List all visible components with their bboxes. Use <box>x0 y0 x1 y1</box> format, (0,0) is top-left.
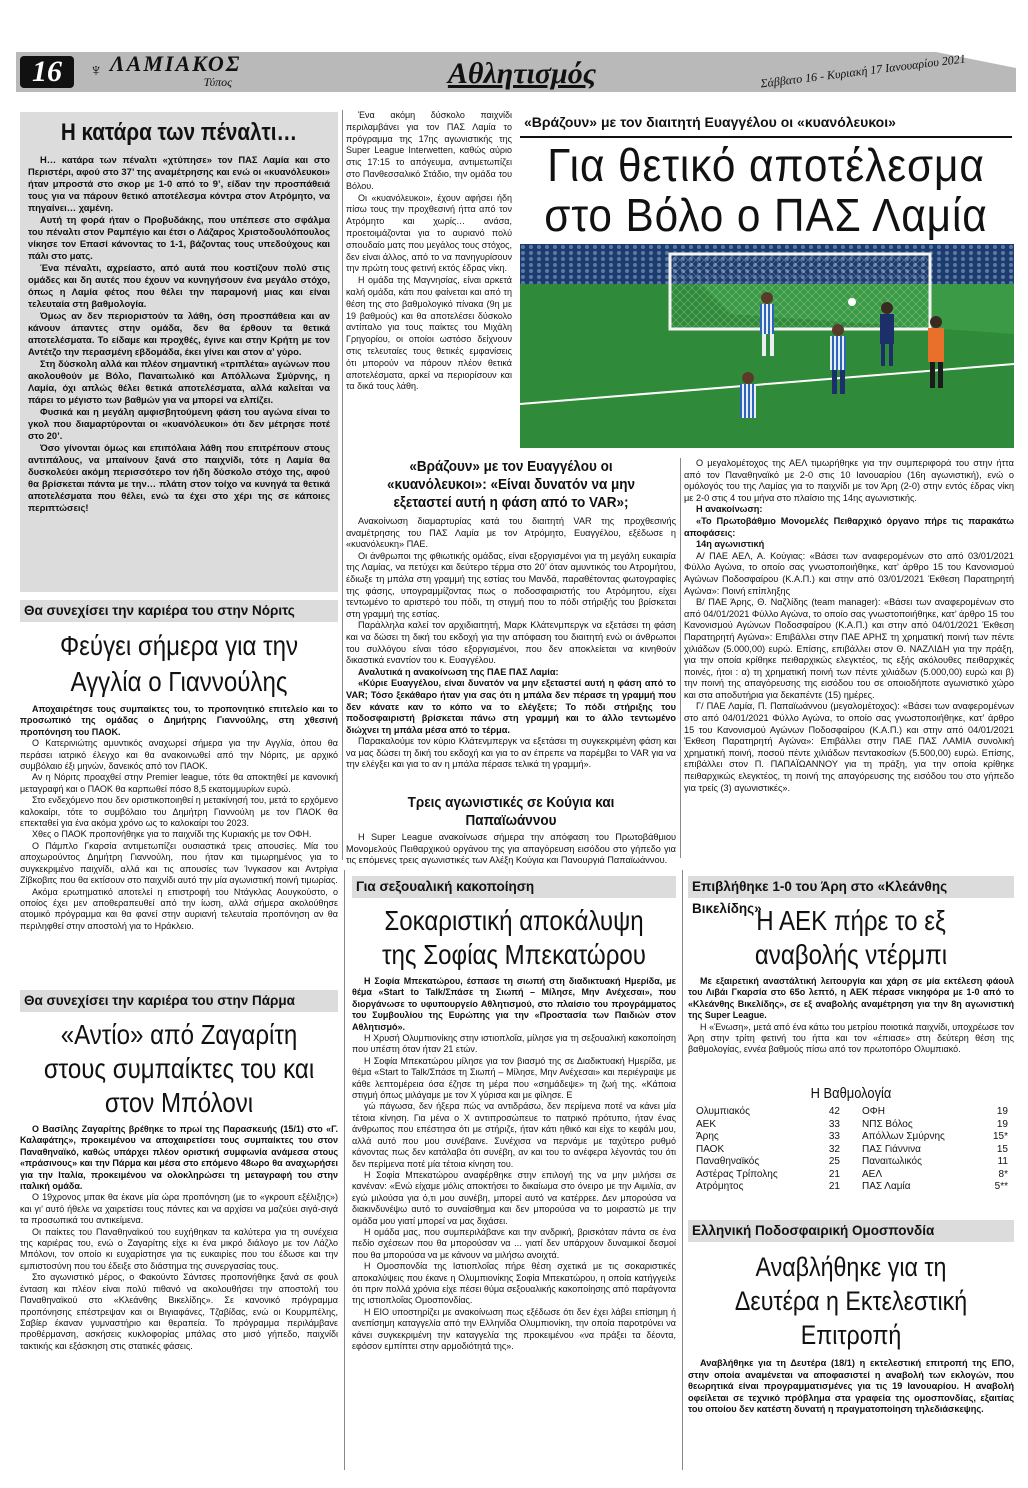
standings-row <box>694 1181 842 1194</box>
paragraph: Η Ομοσπονδία της Ιστιοπλοΐας πήρε θέση σχετικά με τις σοκαριστικές αποκαλύψεις που έκανε η Ολυμπιονίκης Σοφία Μπεκατώρου, η οποία κατήγγειλε ότι πριν πολλά χρόνια είχε πέσει θύμα σεξουαλικής κακοποίησης από παράγοντα της ιστιοπλοΐας Ομοσπονδίας. <box>352 1261 676 1306</box>
column-divider <box>682 870 683 1470</box>
paragraph: 14η αγωνιστική <box>696 539 765 550</box>
paragraph: «Κύριε Ευαγγέλου, είναι δυνατόν να μην εξεταστεί αυτή η φάση από το VAR; Τόσο ξεκάθαρο ήταν για σας ότι η μπάλα δεν πέρασε τη γραμμή που δεν κάνατε καν το κόπο να το ελέγξετε; Το πόδι στήριξης του ποδοσφαιριστή βρίσκεται πάνω στη γραμμή και το άλλο τεντωμένο διώχνει τη μπάλα μέσα από το τέρμα. <box>346 678 676 735</box>
match-photo <box>520 244 1014 448</box>
paragraph: Η Σοφία Μπεκατώρου, έσπασε τη σιωπή στη διαδικτυακή Ημερίδα, με θέμα «Start to Talk/Σπάσε τη Σιωπή – Μίλησε, Μην Ανέχεσαι», που διοργάνωσε το υφυπουργείο Αθλητισμού, στο πλαίσιο του προγράμματος του Συμβουλίου της Ευρώπης για την «Προστασία των Παιδιών στον Αθλητισμό». <box>352 976 676 1032</box>
team-name: ΑΕΚ <box>696 1118 717 1130</box>
paragraph: Στη δύσκολη αλλά και πλέον σημαντική «τριπλέτα» αγώνων που ακολουθούν με Βόλο, Παναιτωλικό και Απόλλωνα Σμύρνης, η Λαμία, όχι απλώς θέλει θετικά αποτελέσματα, αλλά καλείται να πάρει το μέγιστο των βαθμών για να μπορεί να ελπίζει. <box>28 358 330 405</box>
paragraph: Όσο γίνονται όμως και επιπόλαια λάθη που επιτρέπουν στους αντιπάλους, να μπαίνουν ξανά στο παιχνίδι, τότε η Λαμία θα δυσκολεύει ακόμη περισσότερο τον ήδη δύσκολο στόχο της, αφού θα βρίσκεται πάντα με την… πλάτη στον τοίχο να κυνηγά τα θετικά αποτελέσματα που θέλει, ενώ τα έχει στο χέρι της σε κάποιες περιπτώσεις! <box>28 442 330 513</box>
article-penalty-curse <box>20 112 338 592</box>
article-aek <box>688 904 1014 1082</box>
paragraph: «Το Πρωτοβάθμιο Μονομελές Πειθαρχικό όργανο πήρε τις παρακάτω αποφάσεις: <box>684 515 1014 538</box>
team-points: 25 <box>828 1156 840 1167</box>
kicker: Επιβλήθηκε 1-0 του Άρη στο «Κλεάνθης Βικελίδης» <box>692 879 948 916</box>
standings-left <box>694 1106 842 1194</box>
team-points: 5** <box>994 1181 1008 1192</box>
paragraph: Η ομάδα της Μαγνησίας, είναι αρκετά καλή ομάδα, κάτι που φαίνεται και από τη θέση της στο βαθμολογικό πίνακα (9η με 19 βαθμούς) και θα αποτελέσει δύσκολο αντίπαλο για τους παίκτες του Μιχάλη Γρηγορίου, οι οποίοι ωστόσο δείχνουν στις τελευταίες τους θετικές εμφανίσεις ότι μπορούν να πάρουν πλέον θετικά αποτελέσματα, αρκεί να περιορίσουν και τα δικά τους λάθη. <box>346 275 512 392</box>
ball-icon <box>848 298 856 306</box>
article-body <box>688 1358 1014 1416</box>
article-epo <box>688 1250 1014 1470</box>
article-body <box>688 976 1014 1056</box>
paragraph: Αναλυτικά η ανακοίνωση της ΠΑΕ ΠΑΣ Λαμία: <box>358 666 559 677</box>
kicker: Ελληνική Ποδοσφαιρική Ομοσπονδία <box>692 1223 935 1238</box>
paragraph: Αποχαιρέτησε τους συμπαίκτες του, το προπονητικό επιτελείο και το προσωπικό της ομάδας ο Δημήτρης Γιαννούλης, στη χθεσινή προπόνηση του ΠΑΟΚ. <box>20 704 338 737</box>
masthead-title: ΛΑΜΙΑΚΟΣ <box>110 51 242 76</box>
team-name: ΝΠΣ Βόλος <box>862 1118 913 1130</box>
paragraph: Η Χρυσή Ολυμπιονίκης στην ιστιοπλοΐα, μίλησε για τη σεξουαλική κακοποίηση που υπέστη όταν ήταν 21 ετών. <box>352 1033 676 1055</box>
team-name: ΑΕΛ <box>862 1168 883 1180</box>
headline: Σοκαριστική αποκάλυψη της Σοφίας Μπεκατώρου <box>382 905 646 970</box>
paragraph: Οι παίκτες του Παναθηναϊκού του ευχήθηκαν τα καλύτερα για τη συνέχεια της καριέρας του, ενώ ο Ζαγαρίτης είχε κι ένα μικρό διάλογο με τον Λάζλο Μπόλονι, τον οποίο κι ευχαρίστησε για τις ευκαιρίες που του έδωσε και την εμπιστοσύνη που του έδειξε στο διάστημα της συνεργασίας τους. <box>20 1226 338 1271</box>
team-points: 19 <box>996 1118 1008 1130</box>
paragraph: Αυτή τη φορά ήταν ο Προβυδάκης, που υπέπεσε στο σφάλμα του πέναλτι στον Ραμπέγιο και έτσι ο Λάζαρος Χριστοδουλόπουλος νίκησε τον Επασί κάνοντας το 1-1, βάζοντας τους υπεδούχους και πάλι στο ματς. <box>28 214 330 261</box>
paragraph: Η ομάδα μας, που συμπεριλάβανε και την ανδρική, βρισκόταν πάντα σε ένα πεδίο σχέσεων που θα μπορούσαν να ... γιατί δεν υπάρχουν δυναμικοί δεσμοί που θα μπορούσα να με κάνουν να μιλήσω ανοιχτά. <box>352 1226 676 1260</box>
headline: Για θετικό αποτέλεσμα στο Βόλο ο ΠΑΣ Λαμία <box>544 139 988 241</box>
standings-row <box>694 1144 842 1157</box>
standings-row <box>694 1156 842 1169</box>
paragraph: Στο αγωνιστικό μέρος, ο Φακούντο Σάντσες προπονήθηκε ξανά σε φουλ ένταση και πλέον είναι πολύ πιθανό να ακολουθήσει την αποστολή του Παναθηναϊκού στο «Κλεάνθης Βικελίδης». Σε κανονικό πρόγραμμα προπόνησης επέστρεψαν και οι Βιγιαφάνες, Τζαβίδας, ενώ οι Κουρμπέλης, Σαβίερ έκαναν γυμναστήριο και θεραπεία. Το πρόγραμμα περιλάμβανε προθέρμανση, ασκήσεις κυκλοφορίας μπάλας στο μισό γήπεδο, παιχνίδι τακτικής και εξάσκηση στις στατικές φάσεις. <box>20 1272 338 1351</box>
article-kougias-title <box>346 794 676 866</box>
team-name: Παναιτωλικός <box>862 1156 922 1167</box>
team-points: 21 <box>828 1168 840 1180</box>
paragraph: Η «Ένωση», μετά από ένα κάτω του μετρίου ποιοτικά παιχνίδι, υποχρέωσε τον Άρη στην τρίτη φετινή του ήττα και τον «έπιασε» στη δεύτερη θέση της βαθμολογίας, εννέα βαθμούς πίσω από τον πρωτοπόρο Ολυμπιακό. <box>688 1021 1014 1055</box>
paragraph: Ο 19χρονος μπακ θα έκανε μία ώρα προπόνηση (με το «γκρουπ εξέλιξης») και γι’ αυτό ήθελε να χαιρετίσει τους πάντες και να αρχίσει να μαζεύει σιγά-σιγά τα προσωπικά του αντικείμενα. <box>20 1192 338 1226</box>
kicker-bar <box>352 876 676 898</box>
article-body <box>346 516 676 771</box>
paragraph: Στο ενδεχόμενο που δεν οριστικοποιηθεί η μετακίνησή του, μετά το ερχόμενο καλοκαίρι, τότε το συμβόλαιο του Δημήτρη Γιαννούλη με τον ΠΑΟΚ θα επεκταθεί για ένα ακόμα χρόνο ως το καλοκαίρι του 2023. <box>20 795 338 829</box>
article-body <box>346 110 512 393</box>
standings-row <box>694 1131 842 1144</box>
paragraph: Η ΕΙΟ υποστηρίζει με ανακοίνωση πως εξέδωσε ότι δεν έχει λάβει επίσημη ή ανεπίσημη καταγγελία από την Ελληνίδα Ολυμπιονίκη, την οποία παροτρύνει να κάνει συγκεκριμένη την καταγγελία της προκειμένου «να πράξει τα δέοντα, εφόσον εμπίπτει στην αρμοδιότητά της». <box>352 1306 676 1351</box>
paragraph: Β/ ΠΑΕ Άρης, Θ. Ναζλίδης (team manager): «Βάσει των αναφερομένων στο από 04/01/2021 Φύλλο Αγώνα, το οποίο σας γνωστοποιήθηκε, κατ’ άρθρο 15 του Κανονισμού Αγώνων Ποδοσφαίρου (Κ.Α.Π.) και στην από 04/01/2021 Έκθεση Παρατηρητή Αγώνα»: Επιβάλλει στην ΠΑΕ ΑΡΗΣ τη χρηματική ποινή των πέντε χιλιάδων (5.000,00) ευρώ. Επίσης, επιβάλλει στον Θ. ΝΑΖΛΙΔΗ για την πράξη, για την οποία κρίθηκε πειθαρχικώς ελεγκτέος, τις εξής ακόλουθες πειθαρχικές ποινές, ήτοι : α) τη χρηματική ποινή των πέντε χιλιάδων (5.000,00) ευρώ και β) την ποινή της απαγόρευσης της εισόδου του σε οποιοδήποτε αγωνιστικό χώρο και στα αποδυτήρια για δεκαπέντε (15) ημέρες. <box>684 597 1014 700</box>
article-body <box>28 154 330 514</box>
kicker: «Βράζουν» με τον διαιτητή Ευαγγέλου οι «κυανόλευκοι» <box>524 114 896 130</box>
standings-row <box>860 1131 1010 1144</box>
team-name: ΠΑΣ Λαμία <box>862 1181 911 1192</box>
paragraph: Ο Βασίλης Ζαγαρίτης βρέθηκε το πρωί της Παρασκευής (15/1) στο «Γ. Καλαφάτης», προκειμένου να αποχαιρετίσει τους συμπαίκτες του στον Παναθηναϊκό, καθώς υπάρχει πλέον οριστική συμφωνία ανάμεσα στους «πράσινους» και την Πάρμα και μέσα στο επόμενο 48ωρο θα αναχωρήσει για την Ιταλία, προκειμένου να ολοκληρώσει τη μεταγραφή του στην ιταλική ομάδα. <box>20 1124 338 1192</box>
column-divider <box>342 110 343 860</box>
masthead-subtitle: Τύπος <box>203 75 232 89</box>
article-body <box>352 976 676 1352</box>
team-points: 15 <box>996 1143 1008 1155</box>
article-body <box>346 832 676 867</box>
standings-row <box>860 1181 1010 1194</box>
torch-logo-icon: ♆ <box>89 60 103 80</box>
team-points: 33 <box>828 1131 840 1142</box>
standings-table <box>688 1084 1014 1192</box>
column-divider <box>680 458 681 858</box>
paragraph: Οι άνθρωποι της φθιωτικής ομάδας, είναι εξοργισμένοι για τη μεγάλη ευκαιρία της Λαμίας, να πετύχει και δεύτερο τέρμα στο 20’ όταν αμυντικός του Ατρομήτου, έδιωξε τη μπάλα στη γραμμή της εστίας του Μανδά, παραθέτοντας φωτογραφίες της φάσης, υπογραμμίζοντας πως ο ποδοσφαιριστής του Ατρόμητου, είχει τεντωμένο το αριστερό του πόδι, τη στιγμή που το πόδι στήριξής του βρίσκεται στη γραμμή της εστίας. <box>346 550 676 619</box>
article-body <box>684 458 1014 794</box>
headline: Φεύγει σήμερα για την Αγγλία ο Γιαννούλης <box>59 630 299 697</box>
team-name: Απόλλων Σμύρνης <box>862 1131 945 1142</box>
issue-date: Σάββατο 16 - Κυριακή 17 Ιανουαρίου 2021 <box>759 51 967 91</box>
team-points: 21 <box>828 1181 840 1192</box>
standings-row <box>694 1119 842 1132</box>
paragraph: Ακόμα ερωτηματικό αποτελεί η επιστροφή του Ντάγκλας Αουγκούστο, ο οποίος έχει μεν αποθεραπευθεί από την ίωση, αλλά σήμερα ακολούθησε ατομικό πρόγραμμα και θα φανεί στην αυριανή τελευταία προπόνηση αν θα περιληφθεί στην αποστολή για το Ηράκλειο. <box>20 886 338 931</box>
article-body <box>20 704 338 932</box>
paragraph: γώ πάγωσα, δεν ήξερα πώς να αντιδράσω, δεν περίμενα ποτέ να κάνει μία τέτοια κίνηση. Για μένα ο Χ αντιπροσώπευε το πατρικό πρότυπο, ήταν ένας άνθρωπος που επέστησα ότι με στήριζε, ήταν κάτι ηθικό και είχε το κεφάλι μου, αλλά αυτό που μου συνέβαινε. Συνέχισα να περνάμε με ταχύτερο ρυθμό κάνοντας πως δεν κατάλαβα ότι συνέβη, αν και του το ανέφερα λέγοντάς του ότι δεν περίμενα ποτέ μία τέτοια κίνηση του. <box>352 1101 676 1169</box>
kicker-bar <box>520 112 1012 138</box>
paragraph: Οι «κυανόλευκοι», έχουν αφήσει ήδη πίσω τους την προχθεσινή ήττα από τον Ατρόμητο και χωρίς… ανάσα, προετοιμάζονται για το αυριανό πολύ σπουδαίο ματς που μεγάλος τους στόχος, δεν είναι άλλος, από το να πανηγυρίσουν την πρώτη τους φετινή εκτός έδρας νίκη. <box>346 192 512 274</box>
standings-row <box>694 1169 842 1182</box>
article-var-protest <box>346 458 676 788</box>
paragraph: Η Σοφία Μπεκατώρου αναφέρθηκε στην επιλογή της να μην μιλήσει σε κανέναν: «Ενώ είχαμε μόλις αποκτήσει το δικαίωμα στο όνειρο με την Αιμιλία, αν εγώ μιλούσα για ό,τι μου συνέβη, μπορεί αυτό να κατέρρεε. Δεν μπορούσα να διακινδυνέψω αυτό το συναίσθημα και δεν μπορούσα να το μοιραστώ με την ομάδα μου γιατί μπορεί να μας διχάσει. <box>352 1169 676 1226</box>
team-points: 19 <box>996 1106 1008 1117</box>
paragraph: Η ανακοίνωση: <box>696 504 763 515</box>
article-volos-preview <box>346 110 512 456</box>
paragraph: Η Super League ανακοίνωσε σήμερα την απόφαση του Πρωτοβάθμιου Μονομελούς Πειθαρχικού οργάνου της για απαγόρευση εισόδου στο γήπεδο για τις επόμενες τρεις αγωνιστικές των Αλέξη Κούγια και Πανουργιά Παπαϊωάννου. <box>346 832 676 866</box>
article-body <box>20 1124 338 1352</box>
article-zagaritis <box>20 1018 338 1470</box>
paragraph: Ένα πέναλτι, αχρείαστο, από αυτά που κοστίζουν πολύ στις ομάδες και δη αυτές που έχουν να κυνηγήσουν ένα μεγάλο στόχο, όπως η Λαμία φέτος που θέλει την παραμονή μιας και είναι τελευταία στη βαθμολογία. <box>28 262 330 309</box>
team-name: Ατρόμητος <box>696 1181 744 1192</box>
page-number: 16 <box>20 56 74 88</box>
headline: Τρεις αγωνιστικές σε Κούγια και Παπαϊωάννου <box>407 794 615 829</box>
article-giannoulis <box>20 628 338 960</box>
team-points: 8* <box>998 1168 1008 1180</box>
team-name: ΠΑΣ Γιάννινα <box>862 1143 921 1155</box>
headline: Αναβλήθηκε για τη Δευτέρα η Εκτελεστική Επιτροπή <box>734 1252 968 1350</box>
paragraph: Παράλληλα καλεί τον αρχιδιαιτητή, Μαρκ Κλάτενμπεργκ να εξετάσει τη φάση και να δώσει τη δική του εκδοχή για την απόφαση του διαιτητή ενώ οι άνθρωποι του συλλόγου είναι τόσο εξοργισμένοι, που δεν αποκλείεται να κινηθούν δικαστικά εναντίον του κ. Ευαγγέλου. <box>346 620 676 666</box>
headline: Η ΑΕΚ πήρε το εξ αναβολής ντέρμπι <box>754 905 948 970</box>
player-figure <box>740 372 756 418</box>
paragraph: Αν η Νόριτς προαχθεί στην Premier league, τότε θα αποκτηθεί με κανονική μεταγραφή και ο ΠΑΟΚ θα καρπωθεί πόσο 8,5 εκατομμυρίων ευρώ. <box>20 772 338 794</box>
football-photo-image <box>520 244 1014 448</box>
paragraph: Ο Πάμπλο Γκαρσία αντιμετωπίζει ουσιαστικά τρεις απουσίες. Μία του αποχωρούντος Δημήτρη Γιαννούλη, που ήταν και τιμωρημένος για το συγκεκριμένο παιχνίδι, αλλά και τις απουσίες των Ίνγκασον και Αντρίγια Ζίβκοβιτς που θα εκτίσουν στο παιχνίδι αυτό την μία αγωνιστική ποινή τιμωρίας. <box>20 840 338 886</box>
paragraph: Παρακαλούμε τον κύριο Κλάτενμπεργκ να εξετάσει τη συγκεκριμένη φάση και να μας δώσει τη δική του εκδοχή και για το αν έπρεπε να παρέμβει το VAR για να την ελέγξει και για το αν η μπάλα πέρασε τελικά τη γραμμή». <box>346 736 676 770</box>
headline: «Βράζουν» με τον Ευαγγέλου οι «κυανόλευκοι»: «Είναι δυνατόν να μην εξεταστεί αυτή η φάση από το VAR»; <box>386 458 636 511</box>
team-points: 32 <box>828 1143 840 1155</box>
kicker: Για σεξουαλική κακοποίηση <box>356 879 535 894</box>
kicker-bar <box>688 876 1014 916</box>
kicker-bar <box>688 1220 1014 1242</box>
team-name: Άρης <box>696 1131 719 1142</box>
paragraph: Ο Κατερινιώτης αμυντικός αναχωρεί σήμερα για την Αγγλία, όπου θα περάσει ιατρικό έλεγχο και θα ανακοινωθεί από την Νόριτς, με αρχικό συμβόλαιο έξι μηνών, δανεικός από τον ΠΑΟΚ. <box>20 738 338 772</box>
team-points: 33 <box>828 1118 840 1130</box>
kicker: Θα συνεχίσει την καριέρα του στην Νόριτς <box>24 603 295 618</box>
paragraph: Ο μεγαλομέτοχος της ΑΕΛ τιμωρήθηκε για την συμπεριφορά του στην ήττα από τον Παναθηναϊκό με 2-0 στις 10 Ιανουαρίου (16η αγωνιστική), ενώ ο ομόλογός του της Λαμίας για το παιχνίδι με τον Άρη (2-0) στην εντός έδρας νίκη με 2-0 στις 4 του μήνα στο πλαίσιο της 14ης αγωνιστικής. <box>684 458 1014 503</box>
team-points: 11 <box>997 1156 1008 1167</box>
headline: Η κατάρα των πέναλτι… <box>60 119 298 146</box>
standings-row <box>860 1144 1010 1157</box>
standings-row <box>860 1119 1010 1132</box>
team-name: Ολυμπιακός <box>696 1106 750 1117</box>
paragraph: Α/ ΠΑΕ ΑΕΛ, Α. Κούγιας: «Βάσει των αναφερομένων στο από 03/01/2021 Φύλλο Αγώνα, το οποίο σας γνωστοποιήθηκε, κατ’ άρθρο 15 του Κανονισμού Αγώνων Ποδοσφαίρου (Κ.Α.Π.) και στην από 03/01/2021 Έκθεση Παρατηρητή Αγώνα»: Ποινή επίπληξης <box>684 550 1014 596</box>
team-points: 15* <box>992 1131 1008 1142</box>
team-name: ΟΦΗ <box>862 1106 885 1117</box>
paragraph: Η… κατάρα των πέναλτι «χτύπησε» τον ΠΑΣ Λαμία και στο Περιστέρι, αφού στο 37’ της αναμέτρησης και ενώ οι «κυανόλευκοι» ήταν μπροστά στο σκορ με 1-0 από το 9’, είδαν την προσπάθειά τους για να πάρουν θετικό αποτέλεσμα κόντρα στον Ατρόμητο, να πηγαίνει… χαμένη. <box>28 154 330 213</box>
headline: «Αντίο» από Ζαγαρίτη στους συμπαίκτες του και στον Μπόλονι <box>43 1019 315 1118</box>
paragraph: Με εξαιρετική αναστάλτική λειτουργία και χάρη σε μία εκτέλεση φάουλ του Λιβάι Γκαρσία στο 65ο λεπτό, η ΑΕΚ πέρασε νικηφόρα με 1-0 από το «Κλεάνθης Βικελίδης», σε εξ αναβολής αναμέτρηση για την 8η αγωνιστική της Super League. <box>688 976 1014 1021</box>
standings-row <box>860 1156 1010 1169</box>
paragraph: Φυσικά και η μεγάλη αμφισβητούμενη φάση του αγώνα είναι το γκολ που διαμαρτύρονται οι «κυανόλευκοι» ότι δεν μέτρησε ποτέ στο 20’. <box>28 406 330 441</box>
column-divider <box>344 870 345 1470</box>
kicker-bar <box>20 990 338 1012</box>
paragraph: Η Σοφία Μπεκατώρου μίλησε για τον βιασμό της σε Διαδικτυακή Ημερίδα, με θέμα «Start to Talk/Σπάσε τη Σιωπή – Μίλησε, Μην Ανέχεσαι» και περιέγραψε με κάθε λεπτομέρεια όσα έζησε τη μέρα που «σημάδεψε» τη ζωή της. «Κάποια στιγμή όπως μιλάγαμε με τον Χ γύρισα και με φίλησε. Ε <box>352 1055 676 1101</box>
main-headline <box>516 140 1016 240</box>
team-name: ΠΑΟΚ <box>696 1143 725 1155</box>
team-points: 42 <box>828 1106 840 1117</box>
paragraph: Αναβλήθηκε για τη Δευτέρα (18/1) η εκτελεστική επιτροπή της ΕΠΟ, στην οποία αναμένεται να αποφασιστεί η αναβολή των εκλογών, που θεωρητικά είναι προγραμματισμένες για τις 19 Ιανουαρίου. Η αναβολή οφείλεται σε τεχνικό πρόβλημα στα γραφεία της ομοσπονδίας, εξαιτίας του οποίου δεν κατέστη δυνατή η πραγματοποίηση τηλεδιάσκεψης. <box>688 1358 1014 1415</box>
paragraph: Ανακοίνωση διαμαρτυρίας κατά του διαιτητή VAR της προχθεσινής αναμέτρησης του ΠΑΣ Λαμία με τον Ατρόμητο, Ευαγγέλου, εξέδωσε η «κυανόλευκη» ΠΑΕ. <box>346 516 676 550</box>
kicker: Θα συνεχίσει την καριέρα του στην Πάρμα <box>24 993 295 1008</box>
divider <box>520 136 1012 138</box>
article-kougias-body <box>684 458 1014 830</box>
team-name: Παναθηναϊκός <box>696 1156 760 1167</box>
paragraph: Όμως αν δεν περιοριστούν τα λάθη, όση προσπάθεια και αν κάνουν άπαντες στην ομάδα, δεν θα έρθουν τα θετικά αποτελέσματα. Το είδαμε και προχθές, έγινε και στην Κρήτη με τον Αντέτζο την περασμένη εβδομάδα, έκει γίνει και στον α’ γύρο. <box>28 310 330 357</box>
section-title: Αθλητισμός <box>447 57 597 90</box>
article-bekatorou <box>352 904 676 1470</box>
masthead <box>110 52 240 92</box>
standings-title: Η Βαθμολογία <box>810 1085 892 1102</box>
team-name: Αστέρας Τρίπολης <box>696 1168 778 1180</box>
standings-right <box>860 1106 1010 1194</box>
paragraph: Ένα ακόμη δύσκολο παιχνίδι περιλαμβάνει για τον ΠΑΣ Λαμία το πρόγραμμα της 17ης αγωνιστικής της Super League Interwetten, καθώς αύριο στις 17:15 το απόγευμα, αντιμετωπίζει στο Πανθεσσαλικό Στάδιο, την ομάδα του Βόλου. <box>346 110 512 191</box>
standings-row <box>860 1169 1010 1182</box>
standings-row <box>694 1106 842 1119</box>
kicker-bar <box>20 600 338 622</box>
paragraph: Χθες ο ΠΑΟΚ προπονήθηκε για το παιχνίδι της Κυριακής με τον ΟΦΗ. <box>32 829 312 840</box>
standings-row <box>860 1106 1010 1119</box>
paragraph: Γ/ ΠΑΕ Λαμία, Π. Παπαϊωάννου (μεγαλομέτοχος): «Βάσει των αναφερομένων στο από 04/01/2021 Φύλλο Αγώνα, το οποίο σας γνωστοποιήθηκε, κατ’ άρθρο 15 του Κανονισμού Αγώνων Ποδοσφαίρου (Κ.Α.Π.) και στην από 04/01/2021 Έκθεση Παρατηρητή Αγώνα»: Επιβάλλει στην ΠΑΕ ΠΑΣ ΛΑΜΙΑ συνολική χρηματική ποινή, ποσού πέντε χιλιάδων πεντακοσίων (5.500,00) ευρώ. Επίσης, επιβάλλει στον Π. ΠΑΠΑΪΩΑΝΝΟΥ για τη πράξη, για την οποία κρίθηκε πειθαρχικώς ελεγκτέος, τη ποινή της απαγόρευσης της εισόδου του στο γήπεδο για τρείς (3) αγωνιστικές». <box>684 701 1014 793</box>
